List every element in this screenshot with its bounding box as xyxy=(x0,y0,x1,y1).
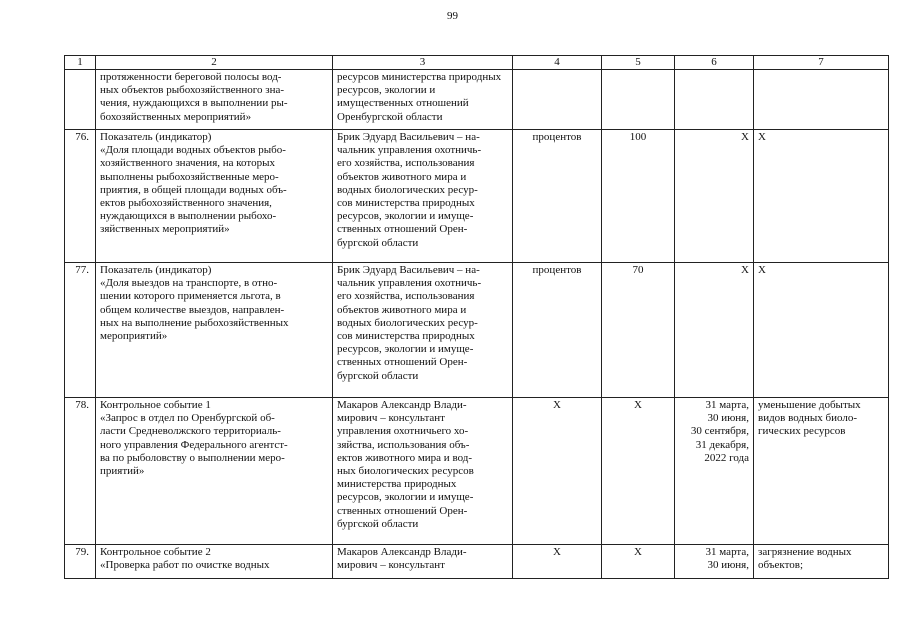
column-header: 5 xyxy=(602,56,675,70)
row-description: Показатель (индикатор) «Доля площади водных объектов рыбо- хозяйственного значения, на которых выполнены рыбохозяйственные меро- приятия, в общей площади водных объ- ектов рыбохозяйственного значения, нуждающихся в выполнении рыбохо- зяйственных мероприятий» xyxy=(96,130,333,263)
column-header: 4 xyxy=(513,56,602,70)
row-number: 77. xyxy=(65,263,96,398)
row-unit: X xyxy=(513,398,602,545)
table-header-row xyxy=(65,56,889,70)
row-number xyxy=(65,70,96,130)
table-row xyxy=(65,545,889,579)
row-result: X xyxy=(754,130,889,263)
row-description: Контрольное событие 1 «Запрос в отдел по Оренбургской об- ласти Средневолжского территориаль- ного управления Федерального агентст- ва по рыболовству о выполнении меро- приятий» xyxy=(96,398,333,545)
column-header: 2 xyxy=(96,56,333,70)
row-value: 100 xyxy=(602,130,675,263)
page-number: 99 xyxy=(447,10,458,22)
row-responsible: Брик Эдуард Васильевич – на- чальник управления охотничь- его хозяйства, использования объектов животного мира и водных биологических ресур- сов министерства природных ресурсов, экологии и имуще- ственных отношений Орен- бургской области xyxy=(333,130,513,263)
row-number: 76. xyxy=(65,130,96,263)
table-row xyxy=(65,130,889,263)
table-row xyxy=(65,398,889,545)
row-unit xyxy=(513,70,602,130)
row-value: 70 xyxy=(602,263,675,398)
row-date: 31 марта, 30 июня, 30 сентября, 31 декабря, 2022 года xyxy=(675,398,754,545)
row-responsible: Макаров Александр Влади- мирович – консультант xyxy=(333,545,513,579)
row-value xyxy=(602,70,675,130)
row-date: X xyxy=(675,263,754,398)
row-description: Показатель (индикатор) «Доля выездов на транспорте, в отно- шении которого применяется льгота, в общем количестве выездов, направлен- ных на выполнение рыбохозяйственных мероприятий» xyxy=(96,263,333,398)
column-header: 1 xyxy=(65,56,96,70)
row-result: уменьшение добытых видов водных биоло- гических ресурсов xyxy=(754,398,889,545)
row-date: X xyxy=(675,130,754,263)
row-value: X xyxy=(602,398,675,545)
row-unit: X xyxy=(513,545,602,579)
row-result: загрязнение водных объектов; xyxy=(754,545,889,579)
row-description: протяженности береговой полосы вод- ных объектов рыбохозяйственного зна- чения, нуждающихся в выполнении ры- бохозяйственных мероприятий» xyxy=(96,70,333,130)
row-responsible: Макаров Александр Влади- мирович – консультант управления охотничьего хо- зяйства, использования объ- ектов животного мира и вод- ных биологических ресурсов министерства природных ресурсов, экологии и имуще- ственных отношений Орен- бургской области xyxy=(333,398,513,545)
row-description: Контрольное событие 2 «Проверка работ по очистке водных xyxy=(96,545,333,579)
row-result: X xyxy=(754,263,889,398)
column-header: 6 xyxy=(675,56,754,70)
row-date: 31 марта, 30 июня, xyxy=(675,545,754,579)
row-unit: процентов xyxy=(513,130,602,263)
row-unit: процентов xyxy=(513,263,602,398)
table-row xyxy=(65,70,889,130)
row-responsible: ресурсов министерства природных ресурсов, экологии и имущественных отношений Оренбургской области xyxy=(333,70,513,130)
table-row xyxy=(65,263,889,398)
row-result xyxy=(754,70,889,130)
column-header: 3 xyxy=(333,56,513,70)
row-value: X xyxy=(602,545,675,579)
indicators-table xyxy=(64,55,889,579)
row-responsible: Брик Эдуард Васильевич – на- чальник управления охотничь- его хозяйства, использования объектов животного мира и водных биологических ресур- сов министерства природных ресурсов, экологии и имуще- ственных отношений Орен- бургской области xyxy=(333,263,513,398)
row-date xyxy=(675,70,754,130)
column-header: 7 xyxy=(754,56,889,70)
row-number: 78. xyxy=(65,398,96,545)
row-number: 79. xyxy=(65,545,96,579)
